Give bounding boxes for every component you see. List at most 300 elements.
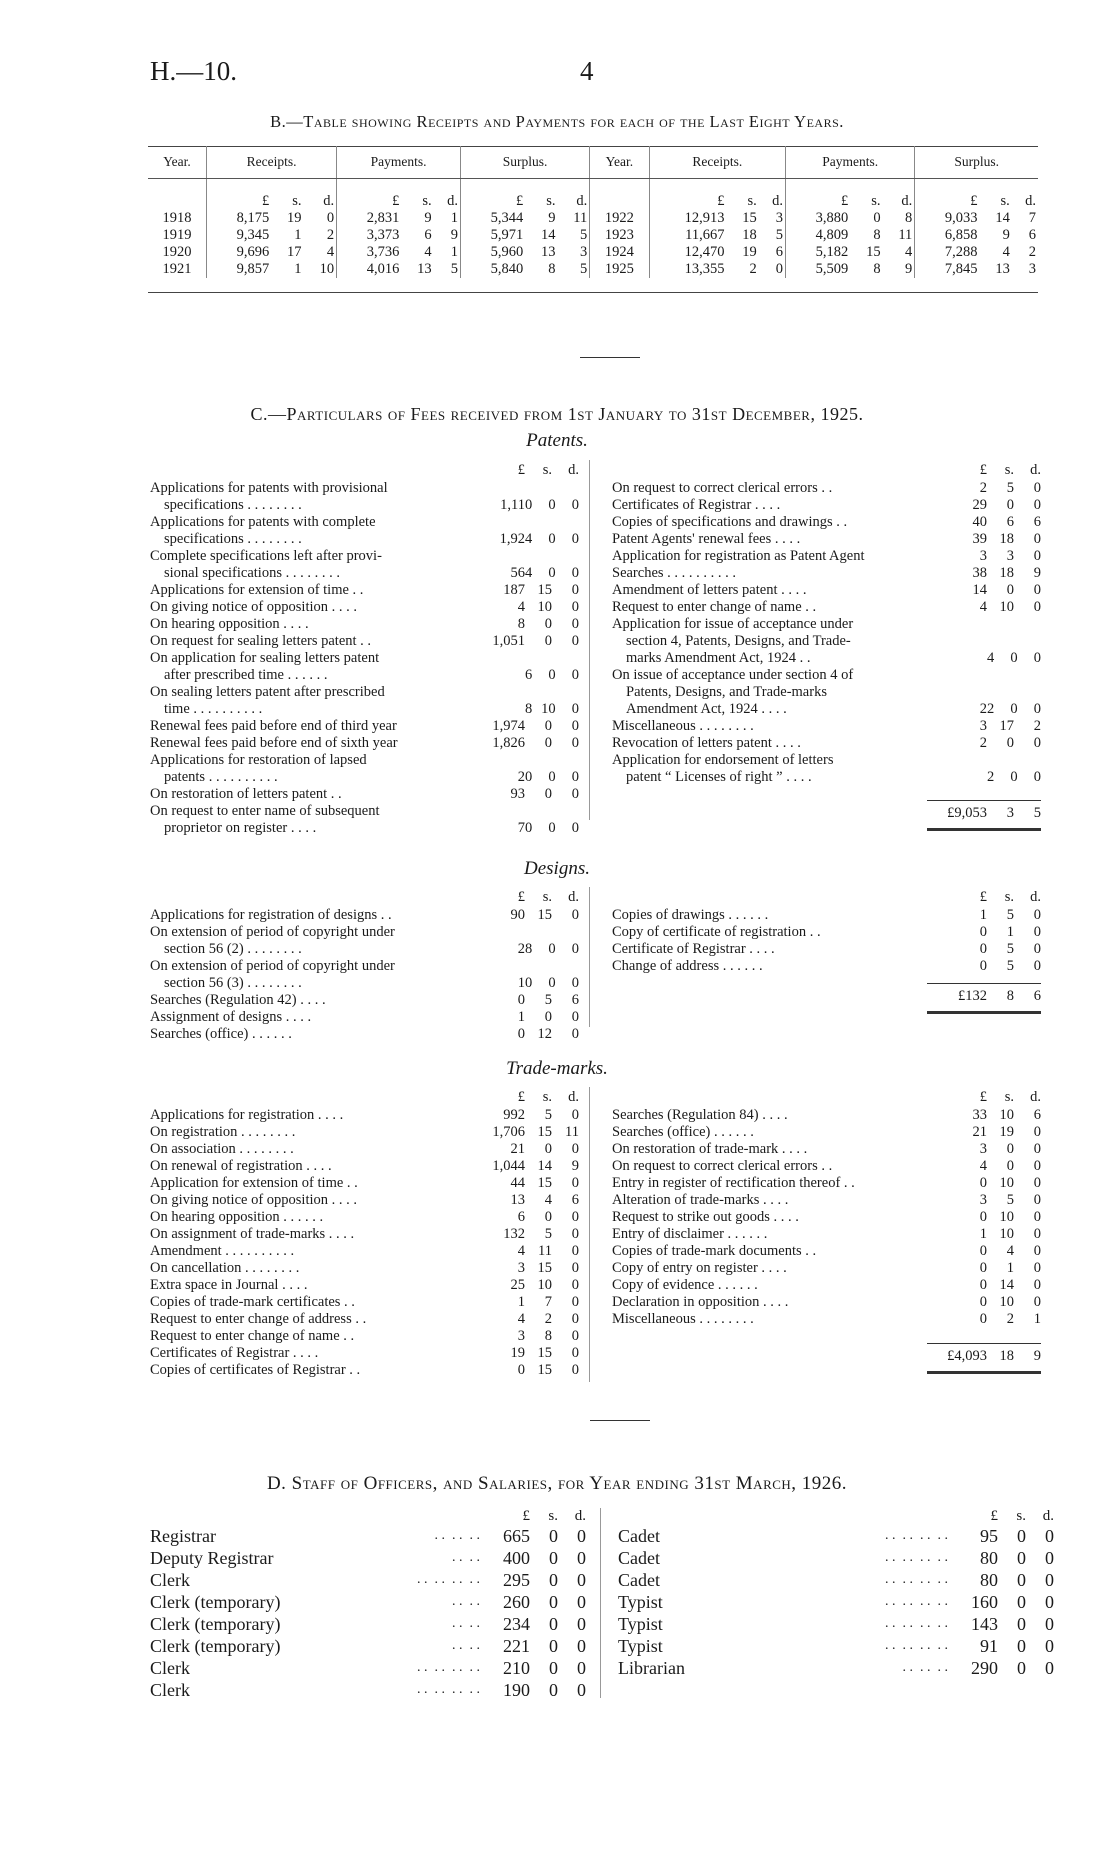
fee-value: 0 — [1033, 582, 1041, 598]
fee-value: 0 — [544, 786, 552, 802]
fee-value: 1,051 — [492, 633, 525, 649]
fee-row — [150, 684, 579, 701]
fee-value: 0 — [979, 1294, 987, 1310]
currency-unit: £ — [979, 1089, 987, 1105]
fee-row — [150, 633, 579, 650]
year-cell: 1921 — [162, 261, 192, 277]
fee-value: 0 — [571, 1107, 579, 1123]
salary-value: 210 — [503, 1658, 530, 1678]
fee-label: Applications for registration . . . . — [150, 1107, 344, 1123]
fee-label: Searches (Regulation 42) . . . . — [150, 992, 326, 1008]
payments-cell: 4 — [905, 244, 913, 260]
fee-value: 0 — [548, 941, 556, 957]
receipts-cell: 9,345 — [206, 227, 271, 244]
fee-value: 0 — [1010, 650, 1018, 666]
surplus-cell: 13 — [541, 244, 556, 260]
fee-value: 0 — [544, 1141, 552, 1157]
salary-value: 95 — [980, 1526, 998, 1546]
fee-value: 21 — [510, 1141, 525, 1157]
leader-dots: . . . . . . — [434, 1528, 480, 1543]
fee-row — [612, 599, 1041, 616]
fee-value: 0 — [1006, 1158, 1014, 1174]
fee-value: 0 — [571, 1362, 579, 1378]
payments-cell: 8 — [873, 261, 881, 277]
salary-value: 80 — [980, 1548, 998, 1568]
fee-value: 0 — [1006, 735, 1014, 751]
staff-name: Librarian — [618, 1658, 685, 1678]
fee-value: 0 — [571, 667, 579, 683]
fee-row — [150, 1009, 579, 1026]
fee-row — [150, 924, 579, 941]
fee-label: Patent Agents' renewal fees . . . . — [612, 531, 801, 547]
currency-unit: £ — [517, 462, 525, 478]
fee-label: On hearing opposition . . . . . . — [150, 1209, 324, 1225]
table-row — [148, 244, 1038, 261]
payments-cell: 4,809 — [786, 227, 851, 244]
fee-value: 14 — [972, 582, 987, 598]
unit-cell: £ — [337, 179, 402, 211]
leader-dots: . . . . . . . . — [885, 1550, 948, 1565]
fee-value: 5 — [1006, 1192, 1014, 1208]
fee-label: On restoration of letters patent . . — [150, 786, 342, 802]
fee-value: 0 — [1033, 958, 1041, 974]
fee-value: 0 — [571, 1294, 579, 1310]
fee-value: 132 — [503, 1226, 525, 1242]
fee-label: Copy of evidence . . . . . . — [612, 1277, 758, 1293]
fee-label: Applications for extension of time . . — [150, 582, 364, 598]
fee-value: 1 — [979, 907, 987, 923]
fee-value: 2 — [979, 480, 987, 496]
total-rule — [927, 983, 1041, 984]
leader-dots: . . . . — [452, 1594, 480, 1609]
fee-value: 1,974 — [492, 718, 525, 734]
fee-row — [150, 1158, 579, 1175]
staff-name: Clerk (temporary) — [150, 1614, 281, 1634]
patents-title: Patents. — [526, 430, 588, 451]
fee-row — [150, 820, 579, 837]
fee-value: 1 — [979, 1226, 987, 1242]
fee-value: 0 — [1033, 1175, 1041, 1191]
unit-cell: s. — [1000, 193, 1010, 209]
leader-dots: . . . . . . . . — [885, 1594, 948, 1609]
fee-row — [612, 667, 1041, 684]
fee-value: 4 — [517, 599, 525, 615]
fee-row — [150, 769, 579, 786]
divider — [590, 1420, 650, 1421]
fee-row — [612, 548, 1041, 565]
fee-value: 0 — [979, 958, 987, 974]
fee-row — [150, 1362, 579, 1379]
trademarks-title: Trade-marks. — [506, 1058, 608, 1079]
fee-value: 0 — [571, 735, 579, 751]
currency-unit: s. — [548, 1508, 558, 1524]
fee-label: Complete specifications left after provi- — [150, 548, 382, 564]
fee-value: 2 — [544, 1311, 552, 1327]
fee-label: Copies of drawings . . . . . . — [612, 907, 769, 923]
currency-unit: d. — [1030, 889, 1041, 905]
right-list — [612, 907, 1041, 975]
fee-value: 0 — [1033, 497, 1041, 513]
salary-value: 0 — [549, 1526, 558, 1546]
fee-value: 0 — [979, 1277, 987, 1293]
fee-total — [907, 988, 1041, 1005]
salary-value: 400 — [503, 1548, 530, 1568]
fee-value: 0 — [571, 975, 579, 991]
fee-row — [612, 718, 1041, 735]
fee-label: Applications for patents with complete — [150, 514, 376, 530]
year-cell: 1925 — [590, 261, 649, 278]
unit-cell: d. — [901, 193, 913, 209]
fee-label: Copies of certificates of Registrar . . — [150, 1362, 361, 1378]
staff-name: Cadet — [618, 1548, 660, 1568]
staff-name: Cadet — [618, 1526, 660, 1546]
salary-value: 143 — [971, 1614, 998, 1634]
fee-value: 44 — [510, 1175, 525, 1191]
fee-row — [612, 1192, 1041, 1209]
fee-label: Declaration in opposition . . . . — [612, 1294, 789, 1310]
fee-row — [612, 480, 1041, 497]
payments-cell: 2,831 — [337, 210, 402, 227]
fee-label: Revocation of letters patent . . . . — [612, 735, 801, 751]
fee-row — [150, 667, 579, 684]
fee-value: 0 — [1033, 1294, 1041, 1310]
fee-value: 0 — [1033, 650, 1041, 666]
staff-row — [618, 1569, 1054, 1591]
fee-value: 3 — [1006, 548, 1014, 564]
fee-row — [612, 1175, 1041, 1192]
fee-value: 0 — [571, 531, 579, 547]
salary-value: 0 — [577, 1658, 586, 1678]
leader-dots: . . . . — [452, 1638, 480, 1653]
designs-title: Designs. — [524, 858, 590, 879]
fee-value: 0 — [1006, 497, 1014, 513]
fee-value: 1,706 — [492, 1124, 525, 1140]
payments-cell: 6 — [424, 227, 432, 243]
fee-row — [150, 1141, 579, 1158]
fee-value: 0 — [979, 1209, 987, 1225]
fee-value: 0 — [1033, 701, 1041, 717]
fee-label: Copies of specifications and drawings . . — [612, 514, 848, 530]
fee-row — [612, 616, 1041, 633]
fee-value: 15 — [537, 1124, 552, 1140]
right-list — [612, 480, 1041, 786]
fee-row — [612, 752, 1041, 769]
fee-value: 0 — [571, 599, 579, 615]
fee-value: 0 — [548, 975, 556, 991]
fee-value: 0 — [979, 1243, 987, 1259]
currency-unit: d. — [568, 462, 579, 478]
fee-label: Copies of trade-mark documents . . — [612, 1243, 817, 1259]
column-header: Payments. — [337, 146, 461, 179]
salary-value: 0 — [549, 1614, 558, 1634]
fee-row — [150, 992, 579, 1009]
staff-row — [618, 1547, 1054, 1569]
fee-value: 0 — [1033, 941, 1041, 957]
fee-value: 0 — [979, 941, 987, 957]
fee-row — [612, 650, 1041, 667]
fee-value: 5 — [1006, 907, 1014, 923]
salary-value: 0 — [1017, 1548, 1026, 1568]
receipts-cell: 19 — [286, 210, 302, 226]
fee-value: 0 — [571, 1345, 579, 1361]
currency-unit: d. — [1030, 462, 1041, 478]
fee-label: Entry of disclaimer . . . . . . — [612, 1226, 768, 1242]
fee-value: 564 — [510, 565, 533, 581]
fee-label: Entry in register of rectification thereof . . — [612, 1175, 855, 1191]
salary-value: 260 — [503, 1592, 530, 1612]
fee-value: 0 — [1010, 769, 1018, 785]
column-header: Year. — [590, 146, 649, 179]
divider — [580, 357, 640, 358]
fee-value: 1 — [1006, 924, 1014, 940]
receipts-cell: 12,913 — [649, 210, 726, 227]
fee-label: Request to enter change of name . . — [150, 1328, 355, 1344]
receipts-cell: 4 — [326, 244, 335, 260]
table-body — [148, 179, 1038, 293]
fee-row — [150, 1345, 579, 1362]
fee-row — [150, 752, 579, 769]
salary-value: 190 — [503, 1680, 530, 1700]
fee-label: On request to enter name of subsequent — [150, 803, 380, 819]
fee-row — [150, 565, 579, 582]
fee-value: 0 — [544, 633, 552, 649]
staff-name: Typist — [618, 1592, 663, 1612]
fee-label: Applications for restoration of lapsed — [150, 752, 367, 768]
fee-label: Copies of trade-mark certificates . . — [150, 1294, 355, 1310]
leader-dots: . . . . . . — [902, 1660, 948, 1675]
salary-value: 0 — [1017, 1614, 1026, 1634]
unit-cell: £ — [786, 179, 851, 211]
fee-value: 3 — [517, 1328, 525, 1344]
fee-value: 0 — [1033, 1141, 1041, 1157]
surplus-cell: 5 — [579, 261, 588, 277]
payments-cell: 5 — [450, 261, 458, 277]
unit-cell: d. — [323, 193, 335, 209]
fee-label: Searches (Regulation 84) . . . . — [612, 1107, 788, 1123]
staff-left-list — [150, 1525, 586, 1701]
receipts-cell: 17 — [286, 244, 302, 260]
fee-value: 0 — [1033, 769, 1041, 785]
fee-row — [612, 1141, 1041, 1158]
fee-row — [612, 1277, 1041, 1294]
fee-value: 0 — [1033, 531, 1041, 547]
fee-value: 1,826 — [492, 735, 525, 751]
surplus-cell: 5,960 — [460, 244, 525, 261]
currency-unit: d. — [568, 1089, 579, 1105]
currency-header — [937, 889, 1041, 906]
fee-value: 93 — [510, 786, 525, 802]
staff-row — [150, 1547, 586, 1569]
salary-value: 221 — [503, 1636, 530, 1656]
fee-value: 0 — [517, 992, 525, 1008]
fee-value: 21 — [972, 1124, 987, 1140]
fee-value: 0 — [571, 616, 579, 632]
salary-value: 0 — [1045, 1526, 1054, 1546]
salary-value: 0 — [577, 1548, 586, 1568]
fee-value: 2 — [987, 769, 995, 785]
fee-value: 40 — [972, 514, 987, 530]
salary-value: 0 — [1045, 1548, 1054, 1568]
fee-value: 10 — [999, 1209, 1014, 1225]
fee-value: 0 — [548, 667, 556, 683]
staff-right-list — [618, 1525, 1054, 1679]
salary-value: 0 — [577, 1636, 586, 1656]
fee-value: 13 — [510, 1192, 525, 1208]
fee-row — [612, 941, 1041, 958]
column-header: Surplus. — [915, 146, 1038, 179]
fee-row — [150, 531, 579, 548]
salary-value: 0 — [577, 1592, 586, 1612]
salary-value: 0 — [549, 1592, 558, 1612]
surplus-cell: 3 — [579, 244, 588, 260]
fee-label: On issue of acceptance under section 4 of — [612, 667, 854, 683]
fee-row — [612, 497, 1041, 514]
unit-cell — [148, 179, 206, 211]
payments-cell: 1 — [450, 244, 458, 260]
fee-value: 0 — [548, 531, 556, 547]
fee-value: 39 — [972, 531, 987, 547]
salary-value: 290 — [971, 1658, 998, 1678]
fee-value: 10 — [541, 701, 556, 717]
year-cell: 1922 — [590, 210, 649, 227]
currency-unit: s. — [1004, 889, 1014, 905]
salary-value: 0 — [577, 1570, 586, 1590]
left-list — [150, 480, 579, 837]
unit-cell: s. — [747, 193, 757, 209]
receipts-cell: 2 — [326, 227, 335, 243]
surplus-cell: 9 — [548, 210, 556, 226]
fee-value: 3 — [979, 548, 987, 564]
payments-cell: 3,373 — [337, 227, 402, 244]
currency-unit: s. — [1004, 462, 1014, 478]
total-value: 6 — [1033, 988, 1041, 1004]
surplus-cell: 5,840 — [460, 261, 525, 278]
fee-value: 0 — [571, 786, 579, 802]
fee-row — [612, 684, 1041, 701]
receipts-cell: 5 — [775, 227, 784, 243]
currency-unit: d. — [568, 889, 579, 905]
fee-label: Application for issue of acceptance under — [612, 616, 854, 632]
unit-cell: £ — [206, 179, 271, 211]
leader-dots: . . . . . . . . — [885, 1528, 948, 1543]
fee-label: On giving notice of opposition . . . . — [150, 599, 358, 615]
fee-value: 0 — [544, 1009, 552, 1025]
fee-value: 0 — [1033, 1158, 1041, 1174]
fee-value: 4 — [517, 1311, 525, 1327]
fee-label: Application for extension of time . . — [150, 1175, 358, 1191]
fee-row — [150, 650, 579, 667]
fee-label: patents . . . . . . . . . . — [164, 769, 278, 785]
surplus-cell: 7,845 — [915, 261, 980, 278]
fee-label: Searches (office) . . . . . . — [150, 1026, 292, 1042]
fee-row — [612, 1311, 1041, 1328]
surplus-cell: 13 — [995, 261, 1010, 277]
staff-name: Registrar — [150, 1526, 216, 1546]
receipts-cell: 18 — [742, 227, 757, 243]
leader-dots: . . . . — [452, 1616, 480, 1631]
fee-value: 0 — [1033, 924, 1041, 940]
staff-currency-header — [480, 1505, 586, 1527]
section-d-title: D. Staff of Officers, and Salaries, for Year ending 31st March, 1926. — [266, 1473, 848, 1494]
fee-label: Assignment of designs . . . . — [150, 1009, 312, 1025]
salary-value: 0 — [549, 1658, 558, 1678]
payments-cell: 9 — [424, 210, 432, 226]
fee-value: 0 — [1033, 480, 1041, 496]
surplus-cell: 6 — [1028, 227, 1036, 243]
salary-value: 0 — [1045, 1592, 1054, 1612]
fee-value: 17 — [999, 718, 1014, 734]
salary-value: 0 — [549, 1680, 558, 1700]
fee-value: 70 — [517, 820, 533, 836]
surplus-cell: 5,971 — [460, 227, 525, 244]
fee-value: 0 — [548, 565, 556, 581]
fee-row — [150, 1277, 579, 1294]
fee-value: 0 — [1033, 1260, 1041, 1276]
staff-currency-header — [948, 1505, 1054, 1527]
surplus-cell: 9 — [1002, 227, 1010, 243]
year-cell: 1920 — [162, 244, 192, 260]
total-value: 9 — [1033, 1348, 1041, 1364]
fee-label: Change of address . . . . . . — [612, 958, 763, 974]
fee-value: 10 — [537, 599, 552, 615]
fee-value: 6 — [1033, 1107, 1041, 1123]
salary-value: 80 — [980, 1570, 998, 1590]
column-separator — [589, 1087, 590, 1382]
column-separator — [589, 887, 590, 1027]
bottom-spacer — [148, 278, 1038, 293]
table-header-row — [148, 146, 1038, 179]
fee-row — [150, 941, 579, 958]
fee-value: 9 — [1033, 565, 1041, 581]
fee-value: 0 — [571, 1209, 579, 1225]
fee-label: Request to enter change of address . . — [150, 1311, 367, 1327]
fee-row — [150, 497, 579, 514]
salary-value: 0 — [1017, 1526, 1026, 1546]
fee-value: 5 — [544, 992, 552, 1008]
fee-value: 4 — [987, 650, 995, 666]
staff-row — [618, 1591, 1054, 1613]
fee-value: 0 — [571, 1311, 579, 1327]
fee-value: 1 — [1033, 1311, 1041, 1327]
salary-value: 295 — [503, 1570, 530, 1590]
fee-label: On request for sealing letters patent . . — [150, 633, 372, 649]
receipts-cell: 19 — [742, 244, 757, 260]
currency-unit: £ — [522, 1508, 530, 1524]
fee-value: 10 — [999, 1107, 1014, 1123]
fee-value: 3 — [517, 1260, 525, 1276]
total-double-rule — [927, 828, 1041, 831]
fee-value: 0 — [548, 497, 556, 513]
surplus-cell: 7 — [1028, 210, 1036, 226]
fee-value: 10 — [999, 1226, 1014, 1242]
currency-header — [475, 1089, 579, 1106]
fee-label: Amendment . . . . . . . . . . — [150, 1243, 295, 1259]
fee-value: 9 — [571, 1158, 579, 1174]
fee-value: 25 — [510, 1277, 525, 1293]
total-value: 18 — [999, 1348, 1014, 1364]
staff-row — [618, 1657, 1054, 1679]
fee-label: On cancellation . . . . . . . . — [150, 1260, 300, 1276]
salary-value: 0 — [577, 1526, 586, 1546]
fee-label: specifications . . . . . . . . — [164, 531, 302, 547]
staff-name: Clerk (temporary) — [150, 1592, 281, 1612]
surplus-cell: 14 — [541, 227, 556, 243]
fee-value: 15 — [537, 582, 552, 598]
fee-value: 0 — [979, 1311, 987, 1327]
fee-label: On sealing letters patent after prescribed — [150, 684, 385, 700]
fee-row — [150, 718, 579, 735]
unit-cell: s. — [546, 193, 556, 209]
